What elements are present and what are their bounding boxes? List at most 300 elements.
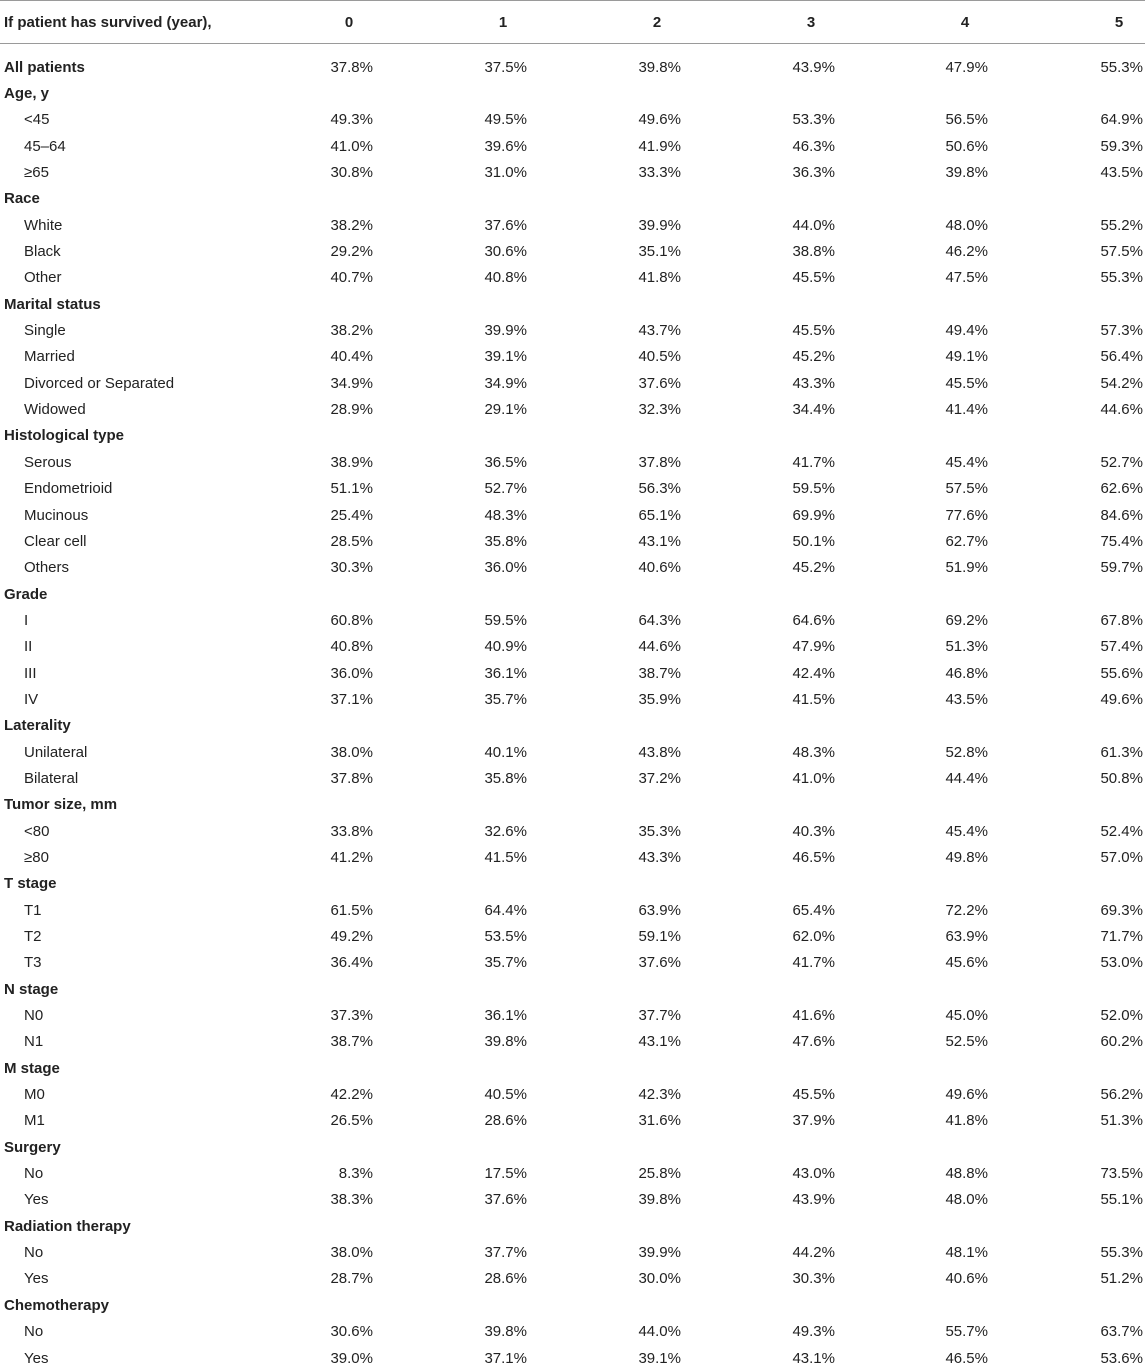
cell-year-2: 39.8% bbox=[638, 1191, 681, 1209]
cell-year-0: 49.3% bbox=[330, 111, 373, 129]
cell-year-0: 36.4% bbox=[330, 954, 373, 972]
cell-year-1: 36.0% bbox=[484, 559, 527, 577]
section-row bbox=[0, 186, 1145, 212]
cell-year-0: 41.2% bbox=[330, 848, 373, 866]
cell-year-0: 40.4% bbox=[330, 348, 373, 366]
cell-year-5: 61.3% bbox=[1100, 743, 1143, 761]
cell-year-2: 31.6% bbox=[638, 1112, 681, 1130]
cell-year-5: 55.3% bbox=[1100, 1244, 1143, 1262]
section-row bbox=[0, 1134, 1145, 1160]
cell-year-5: 57.3% bbox=[1100, 322, 1143, 340]
cell-year-5: 60.2% bbox=[1100, 1033, 1143, 1051]
header-year-1: 1 bbox=[498, 13, 508, 31]
row-label: Widowed bbox=[24, 401, 86, 419]
cell-year-3: 47.6% bbox=[792, 1033, 835, 1051]
section-row bbox=[0, 713, 1145, 739]
cell-year-4: 39.8% bbox=[945, 164, 988, 182]
cell-year-1: 36.1% bbox=[484, 1007, 527, 1025]
row-label: T3 bbox=[24, 954, 42, 972]
cell-year-1: 40.1% bbox=[484, 743, 527, 761]
cell-year-2: 35.1% bbox=[638, 243, 681, 261]
cell-year-0: 30.8% bbox=[330, 164, 373, 182]
section-label: Histological type bbox=[4, 427, 125, 445]
cell-year-4: 47.9% bbox=[945, 58, 988, 76]
section-label: M stage bbox=[4, 1059, 60, 1077]
cell-year-1: 48.3% bbox=[484, 506, 527, 524]
row-label: III bbox=[24, 664, 37, 682]
section-label: Surgery bbox=[4, 1138, 61, 1156]
row-label: Single bbox=[24, 322, 66, 340]
row-label: All patients bbox=[4, 58, 85, 76]
cell-year-1: 39.1% bbox=[484, 348, 527, 366]
cell-year-1: 29.1% bbox=[484, 401, 527, 419]
cell-year-1: 39.8% bbox=[484, 1033, 527, 1051]
cell-year-3: 38.8% bbox=[792, 243, 835, 261]
cell-year-2: 43.1% bbox=[638, 532, 681, 550]
row-label: Bilateral bbox=[24, 769, 79, 787]
cell-year-5: 56.4% bbox=[1100, 348, 1143, 366]
cell-year-4: 57.5% bbox=[945, 480, 988, 498]
cell-year-4: 41.8% bbox=[945, 1112, 988, 1130]
cell-year-0: 40.7% bbox=[330, 269, 373, 287]
row-label: I bbox=[24, 611, 29, 629]
cell-year-1: 37.6% bbox=[484, 216, 527, 234]
table-row bbox=[0, 1029, 1145, 1055]
row-label: <45 bbox=[24, 111, 50, 129]
cell-year-5: 56.2% bbox=[1100, 1086, 1143, 1104]
cell-year-1: 37.1% bbox=[484, 1349, 527, 1367]
cell-year-4: 45.4% bbox=[945, 453, 988, 471]
row-label: Yes bbox=[24, 1349, 49, 1367]
section-label: Marital status bbox=[4, 295, 101, 313]
section-label: Tumor size, mm bbox=[4, 796, 118, 814]
cell-year-4: 45.5% bbox=[945, 374, 988, 392]
cell-year-5: 63.7% bbox=[1100, 1323, 1143, 1341]
cell-year-5: 67.8% bbox=[1100, 611, 1143, 629]
cell-year-3: 43.9% bbox=[792, 58, 835, 76]
cell-year-2: 35.3% bbox=[638, 822, 681, 840]
row-label: 45–64 bbox=[24, 137, 66, 155]
table-row bbox=[0, 1081, 1145, 1107]
cell-year-0: 28.5% bbox=[330, 532, 373, 550]
cell-year-3: 47.9% bbox=[792, 638, 835, 656]
row-label: Others bbox=[24, 559, 70, 577]
row-label: Black bbox=[24, 243, 61, 261]
header-year-2: 2 bbox=[652, 13, 662, 31]
cell-year-4: 56.5% bbox=[945, 111, 988, 129]
row-label: Divorced or Separated bbox=[24, 374, 175, 392]
cell-year-1: 53.5% bbox=[484, 928, 527, 946]
table-row bbox=[0, 265, 1145, 291]
cell-year-4: 45.0% bbox=[945, 1007, 988, 1025]
cell-year-3: 45.5% bbox=[792, 1086, 835, 1104]
cell-year-0: 60.8% bbox=[330, 611, 373, 629]
cell-year-3: 30.3% bbox=[792, 1270, 835, 1288]
cell-year-2: 56.3% bbox=[638, 480, 681, 498]
row-label: N0 bbox=[24, 1007, 44, 1025]
table-row bbox=[0, 502, 1145, 528]
cell-year-5: 75.4% bbox=[1100, 532, 1143, 550]
cell-year-1: 41.5% bbox=[484, 848, 527, 866]
cell-year-3: 41.0% bbox=[792, 769, 835, 787]
cell-year-5: 53.0% bbox=[1100, 954, 1143, 972]
cell-year-2: 37.6% bbox=[638, 954, 681, 972]
cell-year-5: 55.1% bbox=[1100, 1191, 1143, 1209]
cell-year-1: 40.9% bbox=[484, 638, 527, 656]
cell-year-4: 41.4% bbox=[945, 401, 988, 419]
cell-year-0: 28.7% bbox=[330, 1270, 373, 1288]
section-label: Laterality bbox=[4, 717, 71, 735]
header-year-5: 5 bbox=[1114, 13, 1124, 31]
cell-year-0: 30.6% bbox=[330, 1323, 373, 1341]
cell-year-0: 26.5% bbox=[330, 1112, 373, 1130]
cell-year-4: 46.2% bbox=[945, 243, 988, 261]
cell-year-3: 36.3% bbox=[792, 164, 835, 182]
cell-year-2: 39.9% bbox=[638, 1244, 681, 1262]
cell-year-3: 43.1% bbox=[792, 1349, 835, 1367]
cell-year-5: 52.4% bbox=[1100, 822, 1143, 840]
cell-year-5: 59.3% bbox=[1100, 137, 1143, 155]
row-label: No bbox=[24, 1323, 44, 1341]
section-row bbox=[0, 976, 1145, 1002]
table-row bbox=[0, 1160, 1145, 1186]
section-label: Grade bbox=[4, 585, 48, 603]
cell-year-2: 40.5% bbox=[638, 348, 681, 366]
cell-year-5: 44.6% bbox=[1100, 401, 1143, 419]
cell-year-3: 41.5% bbox=[792, 690, 835, 708]
cell-year-1: 35.8% bbox=[484, 769, 527, 787]
row-label: No bbox=[24, 1244, 44, 1262]
cell-year-4: 52.5% bbox=[945, 1033, 988, 1051]
row-label: Married bbox=[24, 348, 75, 366]
cell-year-3: 53.3% bbox=[792, 111, 835, 129]
cell-year-3: 42.4% bbox=[792, 664, 835, 682]
cell-year-0: 38.7% bbox=[330, 1033, 373, 1051]
row-label: Unilateral bbox=[24, 743, 88, 761]
table-row bbox=[0, 1002, 1145, 1028]
cell-year-4: 69.2% bbox=[945, 611, 988, 629]
cell-year-3: 45.5% bbox=[792, 269, 835, 287]
cell-year-3: 45.5% bbox=[792, 322, 835, 340]
table-row bbox=[0, 1239, 1145, 1265]
cell-year-4: 46.8% bbox=[945, 664, 988, 682]
table-row bbox=[0, 765, 1145, 791]
table-row bbox=[0, 317, 1145, 343]
section-row bbox=[0, 80, 1145, 106]
cell-year-0: 51.1% bbox=[330, 480, 373, 498]
cell-year-5: 55.2% bbox=[1100, 216, 1143, 234]
row-label: Yes bbox=[24, 1191, 49, 1209]
section-row bbox=[0, 871, 1145, 897]
cell-year-5: 52.7% bbox=[1100, 453, 1143, 471]
table-row bbox=[0, 54, 1145, 80]
cell-year-2: 49.6% bbox=[638, 111, 681, 129]
cell-year-2: 43.8% bbox=[638, 743, 681, 761]
table-row bbox=[0, 133, 1145, 159]
row-label: <80 bbox=[24, 822, 50, 840]
cell-year-3: 46.5% bbox=[792, 848, 835, 866]
cell-year-2: 43.1% bbox=[638, 1033, 681, 1051]
table-row bbox=[0, 1266, 1145, 1292]
cell-year-1: 28.6% bbox=[484, 1270, 527, 1288]
cell-year-0: 38.2% bbox=[330, 216, 373, 234]
cell-year-3: 34.4% bbox=[792, 401, 835, 419]
row-label: Other bbox=[24, 269, 62, 287]
table-row bbox=[0, 739, 1145, 765]
cell-year-4: 62.7% bbox=[945, 532, 988, 550]
cell-year-2: 39.8% bbox=[638, 58, 681, 76]
cell-year-1: 35.7% bbox=[484, 690, 527, 708]
cell-year-2: 37.2% bbox=[638, 769, 681, 787]
table-row bbox=[0, 476, 1145, 502]
table-row bbox=[0, 107, 1145, 133]
cell-year-2: 63.9% bbox=[638, 901, 681, 919]
cell-year-2: 65.1% bbox=[638, 506, 681, 524]
table-row bbox=[0, 159, 1145, 185]
cell-year-1: 49.5% bbox=[484, 111, 527, 129]
cell-year-1: 39.6% bbox=[484, 137, 527, 155]
cell-year-1: 17.5% bbox=[484, 1165, 527, 1183]
cell-year-0: 49.2% bbox=[330, 928, 373, 946]
section-row bbox=[0, 291, 1145, 317]
cell-year-5: 59.7% bbox=[1100, 559, 1143, 577]
table-row bbox=[0, 396, 1145, 422]
cell-year-3: 65.4% bbox=[792, 901, 835, 919]
cell-year-4: 51.9% bbox=[945, 559, 988, 577]
row-label: M0 bbox=[24, 1086, 45, 1104]
cell-year-3: 41.6% bbox=[792, 1007, 835, 1025]
cell-year-0: 38.0% bbox=[330, 1244, 373, 1262]
cell-year-4: 44.4% bbox=[945, 769, 988, 787]
table-row bbox=[0, 607, 1145, 633]
cell-year-5: 53.6% bbox=[1100, 1349, 1143, 1367]
cell-year-3: 62.0% bbox=[792, 928, 835, 946]
cell-year-1: 35.7% bbox=[484, 954, 527, 972]
table-row bbox=[0, 1319, 1145, 1345]
cell-year-1: 36.5% bbox=[484, 453, 527, 471]
cell-year-4: 48.0% bbox=[945, 216, 988, 234]
cell-year-5: 57.4% bbox=[1100, 638, 1143, 656]
cell-year-0: 38.0% bbox=[330, 743, 373, 761]
cell-year-3: 41.7% bbox=[792, 954, 835, 972]
cell-year-2: 42.3% bbox=[638, 1086, 681, 1104]
cell-year-2: 35.9% bbox=[638, 690, 681, 708]
row-label: Clear cell bbox=[24, 532, 87, 550]
cell-year-4: 51.3% bbox=[945, 638, 988, 656]
table-row bbox=[0, 634, 1145, 660]
cell-year-4: 48.8% bbox=[945, 1165, 988, 1183]
cell-year-4: 48.1% bbox=[945, 1244, 988, 1262]
cell-year-0: 42.2% bbox=[330, 1086, 373, 1104]
cell-year-4: 63.9% bbox=[945, 928, 988, 946]
cell-year-5: 64.9% bbox=[1100, 111, 1143, 129]
cell-year-3: 43.0% bbox=[792, 1165, 835, 1183]
table-row bbox=[0, 1108, 1145, 1134]
table-row bbox=[0, 660, 1145, 686]
header-year-3: 3 bbox=[806, 13, 816, 31]
row-label: No bbox=[24, 1165, 44, 1183]
cell-year-3: 43.3% bbox=[792, 374, 835, 392]
cell-year-2: 25.8% bbox=[638, 1165, 681, 1183]
row-label: ≥65 bbox=[24, 164, 49, 182]
cell-year-5: 54.2% bbox=[1100, 374, 1143, 392]
cell-year-1: 59.5% bbox=[484, 611, 527, 629]
cell-year-5: 69.3% bbox=[1100, 901, 1143, 919]
cell-year-1: 52.7% bbox=[484, 480, 527, 498]
table-row bbox=[0, 844, 1145, 870]
cell-year-2: 33.3% bbox=[638, 164, 681, 182]
cell-year-2: 44.6% bbox=[638, 638, 681, 656]
cell-year-0: 37.8% bbox=[330, 58, 373, 76]
cell-year-1: 31.0% bbox=[484, 164, 527, 182]
cell-year-2: 64.3% bbox=[638, 611, 681, 629]
cell-year-3: 45.2% bbox=[792, 559, 835, 577]
table-row bbox=[0, 686, 1145, 712]
cell-year-0: 41.0% bbox=[330, 137, 373, 155]
cell-year-3: 44.0% bbox=[792, 216, 835, 234]
cell-year-4: 50.6% bbox=[945, 137, 988, 155]
cell-year-5: 55.3% bbox=[1100, 58, 1143, 76]
row-label: Serous bbox=[24, 453, 72, 471]
cell-year-2: 37.8% bbox=[638, 453, 681, 471]
cell-year-4: 49.4% bbox=[945, 322, 988, 340]
cell-year-0: 36.0% bbox=[330, 664, 373, 682]
header-label: If patient has survived (year), bbox=[4, 13, 212, 31]
cell-year-4: 49.8% bbox=[945, 848, 988, 866]
section-label: T stage bbox=[4, 875, 57, 893]
section-row bbox=[0, 1213, 1145, 1239]
cell-year-3: 50.1% bbox=[792, 532, 835, 550]
cell-year-0: 38.3% bbox=[330, 1191, 373, 1209]
cell-year-1: 40.5% bbox=[484, 1086, 527, 1104]
cell-year-0: 61.5% bbox=[330, 901, 373, 919]
cell-year-1: 37.7% bbox=[484, 1244, 527, 1262]
table-row bbox=[0, 238, 1145, 264]
cell-year-4: 48.0% bbox=[945, 1191, 988, 1209]
header-year-0: 0 bbox=[344, 13, 354, 31]
cell-year-5: 55.6% bbox=[1100, 664, 1143, 682]
cell-year-2: 40.6% bbox=[638, 559, 681, 577]
cell-year-0: 30.3% bbox=[330, 559, 373, 577]
cell-year-0: 37.3% bbox=[330, 1007, 373, 1025]
row-label: Yes bbox=[24, 1270, 49, 1288]
cell-year-4: 45.6% bbox=[945, 954, 988, 972]
cell-year-3: 59.5% bbox=[792, 480, 835, 498]
cell-year-3: 37.9% bbox=[792, 1112, 835, 1130]
cell-year-4: 49.1% bbox=[945, 348, 988, 366]
cell-year-3: 43.9% bbox=[792, 1191, 835, 1209]
cell-year-1: 39.8% bbox=[484, 1323, 527, 1341]
table-row bbox=[0, 528, 1145, 554]
table-row bbox=[0, 212, 1145, 238]
section-row bbox=[0, 1292, 1145, 1318]
row-label: M1 bbox=[24, 1112, 45, 1130]
cell-year-5: 43.5% bbox=[1100, 164, 1143, 182]
table-row bbox=[0, 449, 1145, 475]
row-label: IV bbox=[24, 690, 39, 708]
cell-year-2: 37.6% bbox=[638, 374, 681, 392]
table-row bbox=[0, 370, 1145, 396]
row-label: Mucinous bbox=[24, 506, 89, 524]
cell-year-1: 32.6% bbox=[484, 822, 527, 840]
cell-year-0: 33.8% bbox=[330, 822, 373, 840]
cell-year-3: 48.3% bbox=[792, 743, 835, 761]
cell-year-5: 49.6% bbox=[1100, 690, 1143, 708]
cell-year-3: 64.6% bbox=[792, 611, 835, 629]
cell-year-1: 36.1% bbox=[484, 664, 527, 682]
cell-year-5: 55.3% bbox=[1100, 269, 1143, 287]
cell-year-3: 49.3% bbox=[792, 1323, 835, 1341]
cell-year-3: 69.9% bbox=[792, 506, 835, 524]
cell-year-2: 37.7% bbox=[638, 1007, 681, 1025]
header-year-4: 4 bbox=[960, 13, 970, 31]
cell-year-0: 34.9% bbox=[330, 374, 373, 392]
section-row bbox=[0, 792, 1145, 818]
cell-year-1: 35.8% bbox=[484, 532, 527, 550]
cell-year-0: 8.3% bbox=[338, 1165, 373, 1183]
table-row bbox=[0, 923, 1145, 949]
cell-year-0: 37.1% bbox=[330, 690, 373, 708]
section-label: N stage bbox=[4, 980, 59, 998]
cell-year-1: 40.8% bbox=[484, 269, 527, 287]
table-row bbox=[0, 950, 1145, 976]
cell-year-1: 34.9% bbox=[484, 374, 527, 392]
section-label: Age, y bbox=[4, 85, 50, 103]
cell-year-0: 37.8% bbox=[330, 769, 373, 787]
row-label: T1 bbox=[24, 901, 42, 919]
section-row bbox=[0, 423, 1145, 449]
cell-year-3: 46.3% bbox=[792, 137, 835, 155]
cell-year-5: 57.0% bbox=[1100, 848, 1143, 866]
table-row bbox=[0, 344, 1145, 370]
cell-year-4: 46.5% bbox=[945, 1349, 988, 1367]
table-row bbox=[0, 555, 1145, 581]
table-row bbox=[0, 1187, 1145, 1213]
cell-year-4: 47.5% bbox=[945, 269, 988, 287]
table-header bbox=[0, 0, 1145, 44]
cell-year-5: 73.5% bbox=[1100, 1165, 1143, 1183]
cell-year-4: 49.6% bbox=[945, 1086, 988, 1104]
cell-year-0: 38.2% bbox=[330, 322, 373, 340]
cell-year-1: 64.4% bbox=[484, 901, 527, 919]
row-label: White bbox=[24, 216, 63, 234]
cell-year-5: 51.2% bbox=[1100, 1270, 1143, 1288]
row-label: Endometrioid bbox=[24, 480, 113, 498]
cell-year-0: 28.9% bbox=[330, 401, 373, 419]
cell-year-0: 40.8% bbox=[330, 638, 373, 656]
cell-year-2: 41.8% bbox=[638, 269, 681, 287]
section-label: Radiation therapy bbox=[4, 1217, 131, 1235]
cell-year-4: 55.7% bbox=[945, 1323, 988, 1341]
cell-year-3: 40.3% bbox=[792, 822, 835, 840]
cell-year-0: 29.2% bbox=[330, 243, 373, 261]
cell-year-1: 37.5% bbox=[484, 58, 527, 76]
cell-year-2: 41.9% bbox=[638, 137, 681, 155]
cell-year-1: 30.6% bbox=[484, 243, 527, 261]
cell-year-0: 38.9% bbox=[330, 453, 373, 471]
cell-year-4: 72.2% bbox=[945, 901, 988, 919]
table-row bbox=[0, 897, 1145, 923]
cell-year-0: 25.4% bbox=[330, 506, 373, 524]
cell-year-1: 39.9% bbox=[484, 322, 527, 340]
cell-year-3: 41.7% bbox=[792, 453, 835, 471]
section-label: Chemotherapy bbox=[4, 1296, 110, 1314]
cell-year-2: 32.3% bbox=[638, 401, 681, 419]
table-row bbox=[0, 1345, 1145, 1371]
cell-year-1: 37.6% bbox=[484, 1191, 527, 1209]
cell-year-5: 57.5% bbox=[1100, 243, 1143, 261]
section-row bbox=[0, 581, 1145, 607]
